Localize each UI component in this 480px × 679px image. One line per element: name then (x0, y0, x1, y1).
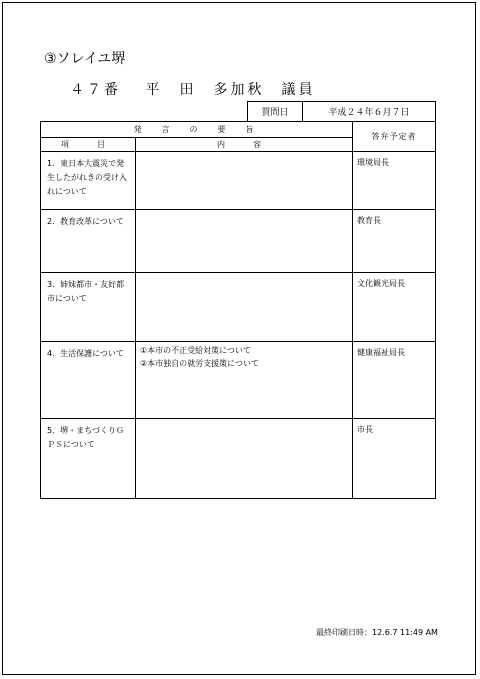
answerer-cell: 教育長 (353, 210, 436, 273)
table-row (41, 273, 436, 342)
item-cell: 3．姉妹都市・友好都市について (41, 273, 136, 342)
content-cell (136, 419, 353, 499)
content-cell (136, 342, 353, 419)
table-row (41, 152, 436, 210)
content-cell (136, 273, 353, 342)
item-cell: 5．堺・まちづくりＧＰＳについて (41, 419, 136, 499)
content-cell (136, 152, 353, 210)
header-content: 内 容 (136, 138, 353, 152)
header-item: 項 目 (41, 138, 136, 152)
question-date-label: 質問日 (248, 102, 303, 122)
answerer-cell: 市長 (353, 419, 436, 499)
item-cell: 2．教育改革について (41, 210, 136, 273)
content-cell (136, 210, 353, 273)
header-speech-summary: 発 言 の 要 旨 (41, 122, 353, 138)
speech-summary-table (40, 121, 436, 499)
item-cell: 4．生活保護について (41, 342, 136, 419)
group-name: ③ソレイユ堺 (44, 51, 126, 67)
question-date-value: 平成２４年６月７日 (303, 102, 436, 122)
answerer-cell: 健康福祉局長 (353, 342, 436, 419)
table-row (41, 419, 436, 499)
answerer-cell: 文化観光局長 (353, 273, 436, 342)
table-row (41, 342, 436, 419)
content-line: ②本市独自の就労支援策について (140, 359, 260, 368)
member-name: ４７番 平 田 多加秋 議員 (70, 82, 316, 98)
last-printed-timestamp: 最終印刷日時：12.6.7 11:49 AM (316, 628, 438, 637)
table-row (41, 210, 436, 273)
header-answerer: 答弁予定者 (353, 122, 436, 152)
answerer-cell: 環境局長 (353, 152, 436, 210)
question-date-box (247, 101, 436, 122)
content-line: ①本市の不正受給対策について (140, 346, 252, 355)
item-cell: 1．東日本大震災で発生したがれきの受け入れについて (41, 152, 136, 210)
